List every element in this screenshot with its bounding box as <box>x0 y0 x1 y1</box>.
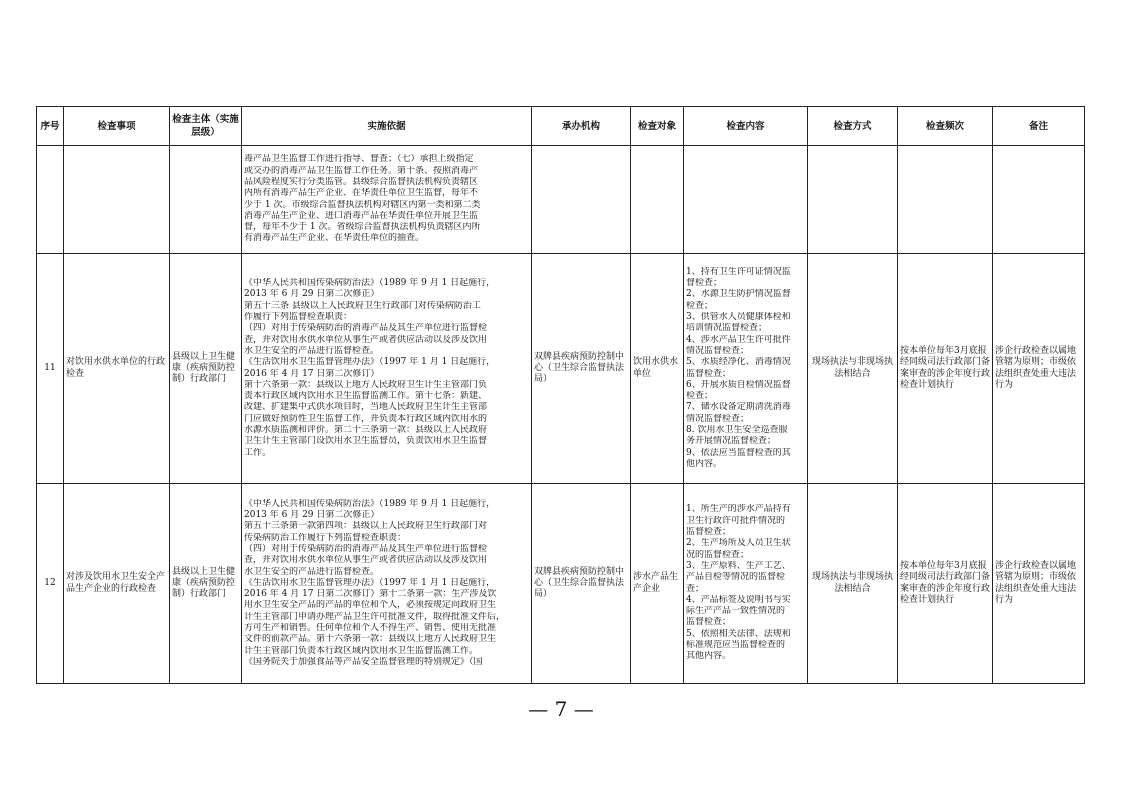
content-line: 查； <box>686 583 705 594</box>
basis-line: 品风险程度实行分类监管。县级综合监督执法机构负责辖区 <box>244 176 479 187</box>
content-line: 际生产产品一致性情况的 <box>686 606 786 617</box>
content-line: 2、水源卫生防护情况监督 <box>686 289 791 300</box>
content-line: 产品自检等情况的监督检 <box>686 572 786 583</box>
table-header-row <box>37 107 1085 146</box>
basis-line: 水卫生安全的产品进行监督检查。 <box>244 566 380 577</box>
basis-line: 《中华人民共和国传染病防治法》（1989 年 9 月 1 日起施行， <box>244 498 496 509</box>
row-agency: 双牌县疾病预防控制中心（卫生综合监督执法局） <box>532 484 631 684</box>
header-subject: 检查主体（实施层级） <box>170 107 242 146</box>
basis-line: 《中华人民共和国传染病防治法》（1989 年 9 月 1 日起施行， <box>244 278 496 289</box>
basis-line: （四）对用于传染病防治的消毒产品及其生产单位进行监督检 <box>244 323 488 334</box>
basis-line: 传染病防治工作履行下列监督检查职责： <box>244 532 407 543</box>
row-basis <box>242 484 532 684</box>
content-line: 3、供管水人员健康体检和 <box>686 312 791 323</box>
basis-line: 第十六条第一款：县级以上地方人民政府卫生计生主管部门负 <box>244 379 488 390</box>
content-line: 检查； <box>686 391 714 402</box>
table-row <box>37 254 1085 484</box>
content-line: 检查； <box>686 300 714 311</box>
content-line: 4、涉水产品卫生许可批件 <box>686 334 791 345</box>
continuation-basis <box>242 146 532 254</box>
row-item: 对饮用水供水单位的行政检查 <box>64 254 170 484</box>
basis-line: 查，并对饮用水供水单位从事生产或者供应活动以及涉及饮用 <box>244 334 488 345</box>
content-line: 6、开展水质自检情况监督 <box>686 379 791 390</box>
header-frequency: 检查频次 <box>898 107 993 146</box>
basis-line: 2016 年 4 月 17 日第二次修订） <box>244 368 380 379</box>
content-line: 标准规范应当监督检查的 <box>686 639 786 650</box>
header-remark: 备注 <box>993 107 1085 146</box>
header-content: 检查内容 <box>684 107 808 146</box>
row-target: 饮用水供水单位 <box>631 254 684 484</box>
row-remark: 涉企行政检查以属地管辖为原则；市级依法组织查处重大违法行为 <box>993 484 1085 684</box>
basis-line: 《国务院关于加强食品等产品安全监督管理的特别规定》（国 <box>244 656 483 667</box>
header-item: 检查事项 <box>64 107 170 146</box>
row-frequency: 按本单位每年3月底报经同级司法行政部门备案审查的涉企年度行政检查计划执行 <box>898 484 993 684</box>
continuation-row <box>37 146 1085 254</box>
content-line: 7、储水设备定期清洗消毒 <box>686 402 791 413</box>
content-line: 他内容。 <box>686 458 723 469</box>
header-agency: 承办机构 <box>532 107 631 146</box>
content-line: 9、依法应当监督检查的其 <box>686 447 791 458</box>
row-method: 现场执法与非现场执法相结合 <box>808 484 898 684</box>
header-basis: 实施依据 <box>242 107 532 146</box>
basis-line: 《生活饮用水卫生监督管理办法》（1997 年 1 月 1 日起施行， <box>244 577 496 588</box>
content-line: 务开展情况监督检查； <box>686 436 777 447</box>
row-remark: 涉企行政检查以属地管辖为原则；市级依法组织查处重大违法行为 <box>993 254 1085 484</box>
basis-line: 改建、扩建集中式供水项目时，当地人民政府卫生计生主管部 <box>244 402 488 413</box>
basis-line: 卫生计生主管部门设饮用水卫生监督员，负责饮用水卫生监督 <box>244 436 488 447</box>
row-target: 涉水产品生产企业 <box>631 484 684 684</box>
basis-line: 《生活饮用水卫生监督管理办法》（1997 年 1 月 1 日起施行， <box>244 357 496 368</box>
content-line: 监督检查； <box>686 527 732 538</box>
basis-line: 或交办的消毒产品卫生监督工作任务。第十条、按照消毒产 <box>244 165 479 176</box>
content-line: 情况监督检查； <box>686 345 750 356</box>
inspection-table <box>36 106 1085 684</box>
content-line: 情况监督检查； <box>686 413 750 424</box>
basis-line: 水卫生安全的产品进行监督检查。 <box>244 345 380 356</box>
row-no: 11 <box>37 254 64 484</box>
page-number: — 7 — <box>528 697 594 721</box>
content-line: 1、持有卫生许可证情况监 <box>686 266 791 277</box>
basis-line: 少于 1 次。市级综合监督执法机构对辖区内第一类和第二类 <box>244 199 481 210</box>
row-subject: 县级以上卫生健康（疾病预防控制）行政部门 <box>170 254 242 484</box>
basis-line: 第五十三条 县级以上人民政府卫生行政部门对传染病防治工 <box>244 300 481 311</box>
basis-line: 2013 年 6 月 29 日第二次修正） <box>244 289 380 300</box>
basis-line: 用水卫生安全产品的产品的单位和个人，必须按规定向政府卫生 <box>244 600 497 611</box>
row-agency: 双牌县疾病预防控制中心（卫生综合监督执法局） <box>532 254 631 484</box>
basis-line: 责本行政区域内饮用水卫生监督监测工作。第十七条：新建、 <box>244 391 488 402</box>
basis-line: 作履行下列监督检查职责： <box>244 312 353 323</box>
row-basis <box>242 254 532 484</box>
basis-line: 方可生产和销售。任何单位和个人不得生产、销售、使用无批准 <box>244 623 497 634</box>
content-line: 5、水质经净化、消毒情况 <box>686 357 791 368</box>
row-no: 12 <box>37 484 64 684</box>
content-line: 况的监督检查； <box>686 549 750 560</box>
row-method: 现场执法与非现场执法相结合 <box>808 254 898 484</box>
basis-line: 第五十三条第一款第四项：县级以上人民政府卫生行政部门对 <box>244 521 488 532</box>
basis-line: 有消毒产品生产企业、在华责任单位的抽查。 <box>244 233 425 244</box>
basis-line: 毒产品卫生监督工作进行指导、督查；（七）承担上级指定 <box>244 154 474 165</box>
content-line: 5、依照相关法律、法规和 <box>686 628 791 639</box>
basis-line: 2013 年 6 月 29 日第二次修正） <box>244 510 380 521</box>
basis-line: 工作。 <box>244 447 272 458</box>
basis-line: 水源水质监测和评价。第二十三条第一款：县级以上人民政府 <box>244 424 488 435</box>
basis-line: （四）对用于传染病防治的消毒产品及其生产单位进行监督检 <box>244 543 488 554</box>
row-item: 对涉及饮用水卫生安全产品生产企业的行政检查 <box>64 484 170 684</box>
content-line: 3、生产原料、生产工艺、 <box>686 560 791 571</box>
row-content <box>684 254 808 484</box>
row-content <box>684 484 808 684</box>
content-line: 监督检查； <box>686 368 732 379</box>
row-frequency: 按本单位每年3月底报经同级司法行政部门备案审查的涉企年度行政检查计划执行 <box>898 254 993 484</box>
basis-line: 督，每年不少于 1 次。省级综合监督执法机构负责辖区内所 <box>244 222 481 233</box>
content-line: 督检查； <box>686 278 723 289</box>
basis-line: 计生主管部门申请办理产品卫生许可批准文件，取得批准文件后， <box>244 611 506 622</box>
content-line: 其他内容。 <box>686 651 732 662</box>
table-row <box>37 484 1085 684</box>
content-line: 1、所生产的涉水产品持有 <box>686 504 791 515</box>
header-target: 检查对象 <box>631 107 684 146</box>
content-line: 卫生行政许可批件情况的 <box>686 515 786 526</box>
basis-line: 查，并对饮用水供水单位从事生产或者供应活动以及涉及饮用 <box>244 555 488 566</box>
basis-line: 2016 年 4 月 17 日第二次修订）第十二条第一款：生产涉及饮 <box>244 589 497 600</box>
row-subject: 县级以上卫生健康（疾病预防控制）行政部门 <box>170 484 242 684</box>
header-method: 检查方式 <box>808 107 898 146</box>
basis-line: 门应做好预防性卫生监督工作，并负责本行政区域内饮用水的 <box>244 413 488 424</box>
basis-line: 内所有消毒产品生产企业、在华责任单位卫生监督，每年不 <box>244 188 479 199</box>
basis-line: 文件的前款产品。第十六条第一款：县级以上地方人民政府卫生 <box>244 634 497 645</box>
content-line: 4、产品标签及说明书与实 <box>686 594 791 605</box>
header-no: 序号 <box>37 107 64 146</box>
content-line: 2、生产场所及人员卫生状 <box>686 538 791 549</box>
content-line: 培训情况监督检查； <box>686 323 768 334</box>
content-line: 8. 饮用水卫生安全巡查服 <box>686 424 788 435</box>
basis-line: 消毒产品生产企业、进口消毒产品在华责任单位开展卫生监 <box>244 210 479 221</box>
basis-line: 计生主管部门负责本行政区域内饮用水卫生监督监测工作。 <box>244 645 479 656</box>
content-line: 监督检查； <box>686 617 732 628</box>
